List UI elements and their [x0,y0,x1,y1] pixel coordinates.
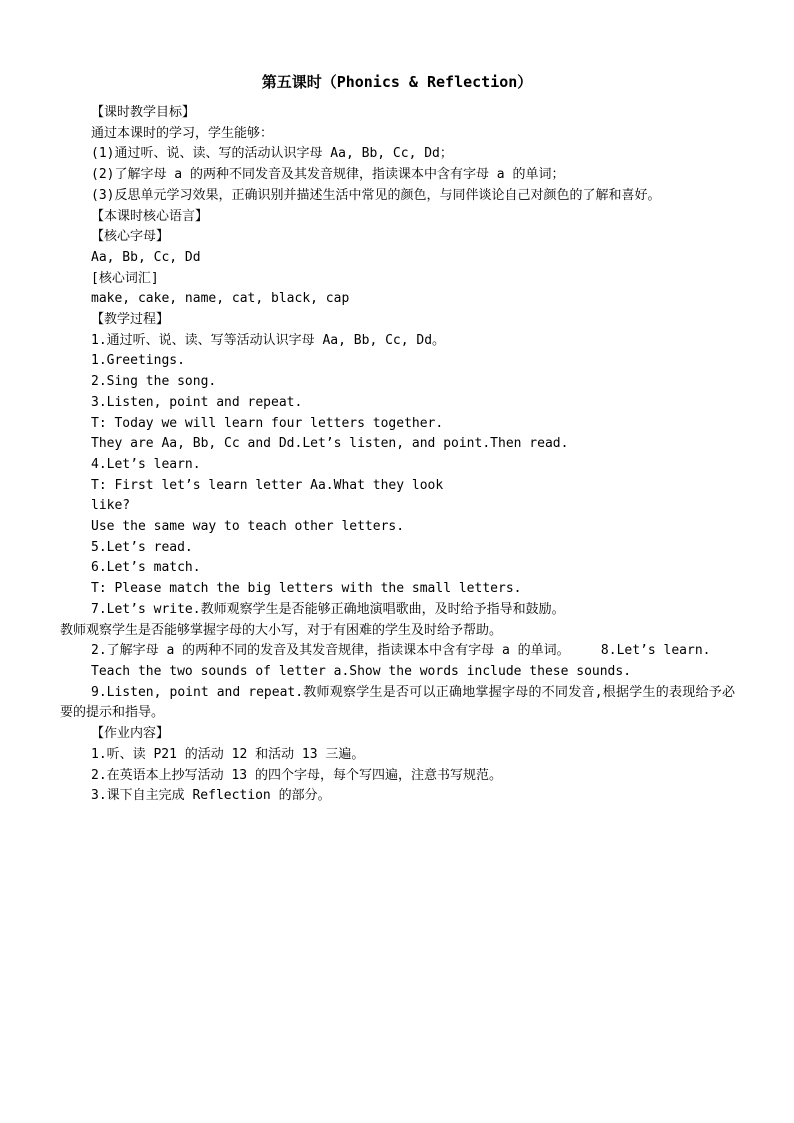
process-line: Teach the two sounds of letter a.Show the words include these sounds. [91,663,632,679]
process-line: 1.通过听、说、读、写等活动认识字母 Aa, Bb, Cc, Dd。 [91,332,446,348]
subheading-core-letters: 【核心字母】 [91,229,170,245]
process-line: T: Today we will learn four letters together. [91,415,444,431]
process-line: 1.Greetings. [91,353,185,369]
homework-item-2: 2.在英语本上抄写活动 13 的四个字母，每个写四遍，注意书写规范。 [91,767,502,783]
core-vocabulary-list: make, cake, name, cat, black, cap [91,291,350,307]
process-line: 7.Let’s write.教师观察学生是否能够正确地演唱歌曲，及时给予指导和鼓励。 [91,601,565,617]
process-line: T: Please match the big letters with the small letters. [91,581,522,597]
paragraph-line: 通过本课时的学习，学生能够： [91,125,274,141]
process-line: 9.Listen, point and repeat.教师观察学生是否可以正确地掌握字母的不同发音,根据学生的表现给予必要的提示和指导。 [60,684,735,721]
process-line: 2.Sing the song. [91,374,217,390]
section-heading-objectives: 【课时教学目标】 [91,105,196,120]
core-letters-list: Aa, Bb, Cc, Dd [91,249,201,265]
process-line: They are Aa, Bb, Cc and Dd.Let’s listen, and point.Then read. [91,436,569,452]
subheading-core-vocabulary: [核心词汇] [91,270,159,286]
process-line: 6.Let’s match. [91,560,201,576]
process-line: 2.了解字母 a 的两种不同的发音及其发音规律，指读课本中含有字母 a 的单词。 8.Let’s learn. [91,643,711,659]
process-line: like? [91,498,131,514]
section-heading-homework: 【作业内容】 [91,726,170,742]
process-line: 4.Let’s learn. [91,456,201,472]
process-line: 教师观察学生是否能够掌握字母的大小写，对于有困难的学生及时给予帮助。 [60,622,503,638]
page-title: 第五课时（Phonics & Reflection） [261,73,533,91]
process-line: 3.Listen, point and repeat. [91,394,303,410]
section-heading-process: 【教学过程】 [91,312,170,328]
objective-item-1: (1)通过听、说、读、写的活动认识字母 Aa, Bb, Cc, Dd； [91,146,453,162]
homework-item-3: 3.课下自主完成 Reflection 的部分。 [91,788,331,804]
section-heading-core-language: 【本课时核心语言】 [91,208,209,224]
objective-item-2: (2)了解字母 a 的两种不同发音及其发音规律，指读课本中含有字母 a 的单词； [91,167,565,183]
process-line: T: First let’s learn letter Aa.What they look [91,477,444,493]
process-line: 5.Let’s read. [91,539,193,555]
objective-item-3: (3)反思单元学习效果，正确识别并描述生活中常见的颜色，与同伴谈论自己对颜色的了解和喜好。 [91,187,661,203]
homework-item-1: 1.听、读 P21 的活动 12 和活动 13 三遍。 [91,746,365,762]
document-body [60,103,735,807]
process-line: Use the same way to teach other letters. [91,519,405,535]
